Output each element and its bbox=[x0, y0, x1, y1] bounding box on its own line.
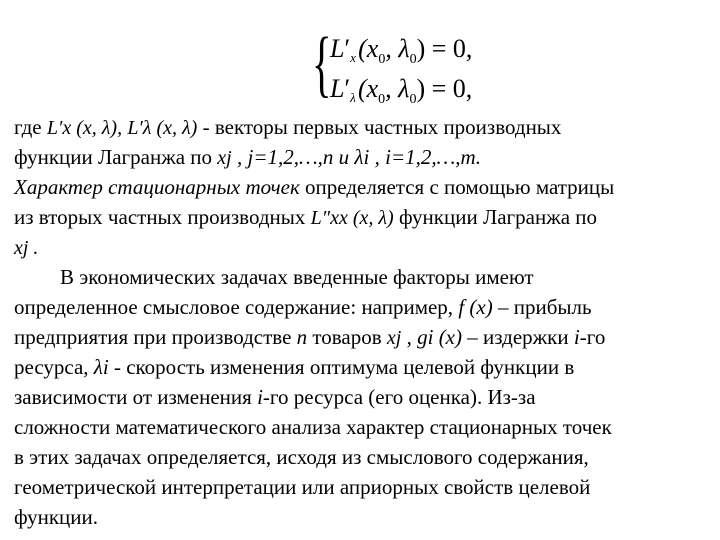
formula-lx: L′x (x, λ), bbox=[46, 117, 123, 139]
formula-n: n bbox=[296, 325, 308, 349]
eq2-rhs: ) = 0, bbox=[416, 74, 473, 103]
text-goods: товаров bbox=[307, 325, 387, 349]
body-text bbox=[14, 112, 708, 532]
text-semantic-content: определенное смысловое содержание: например, bbox=[14, 295, 459, 319]
text-lagrange-by: функции Лагранжа по bbox=[14, 145, 218, 169]
eq1-lam-sub: 0 bbox=[409, 52, 417, 67]
formula-llambda: L′λ (x, λ) bbox=[127, 117, 198, 139]
text-complexity: сложности математического анализа характер стационарных точек bbox=[14, 415, 612, 439]
eq2-arg-sub: 0 bbox=[378, 92, 386, 107]
line-8 bbox=[14, 322, 708, 352]
eq2-args-tail: , λ bbox=[385, 74, 410, 103]
text-stationary-points: Характер стационарных точек bbox=[14, 175, 300, 199]
line-12 bbox=[14, 442, 708, 472]
eq1-arg-sub: 0 bbox=[378, 52, 386, 67]
text-resource-estimate: -го ресурса (его оценка). Из-за bbox=[262, 385, 536, 409]
equation-1 bbox=[330, 34, 472, 75]
text-i-range: i=1,2,…,m. bbox=[379, 145, 481, 169]
left-brace: { bbox=[312, 23, 332, 105]
formula-xj: xj bbox=[217, 147, 232, 169]
text-th: -го bbox=[579, 325, 606, 349]
text-vectors: - векторы первых частных производных bbox=[197, 115, 562, 139]
eq1-rhs: ) = 0, bbox=[416, 34, 473, 63]
line-7 bbox=[14, 292, 708, 322]
eq2-args: (x bbox=[357, 74, 379, 103]
formula-i-2: i bbox=[257, 385, 263, 409]
line-1 bbox=[14, 112, 708, 142]
formula-i: i bbox=[573, 325, 580, 349]
text-j-range: , j=1,2,…,n и bbox=[231, 145, 355, 169]
line-5 bbox=[14, 232, 708, 262]
eq1-sub: x bbox=[350, 50, 356, 65]
text-rate-of-change: - скорость изменения оптимума целевой функции в bbox=[108, 355, 575, 379]
text-costs: – издержки bbox=[462, 325, 574, 349]
line-4 bbox=[14, 202, 708, 232]
formula-lxx: L″xx (x, λ) bbox=[310, 207, 394, 229]
text-second-derivatives: из вторых частных производных bbox=[14, 205, 311, 229]
line-2 bbox=[14, 142, 708, 172]
text-determined-by: в этих задачах определяется, исходя из смыслового содержания, bbox=[14, 445, 589, 469]
formula-xj-2: xj . bbox=[14, 237, 39, 259]
equation-2 bbox=[330, 74, 472, 115]
text-profit: – прибыль bbox=[492, 295, 592, 319]
equation-system bbox=[312, 23, 512, 108]
eq1-prime: ′ bbox=[344, 34, 351, 63]
text-dependence: зависимости от изменения bbox=[14, 385, 258, 409]
text-where: где bbox=[14, 115, 42, 139]
line-3 bbox=[14, 172, 708, 202]
text-enterprise: предприятия при производстве bbox=[14, 325, 297, 349]
line-14 bbox=[14, 502, 708, 532]
formula-xj-3: xj bbox=[386, 327, 402, 349]
text-economic-tasks: В экономических задачах введенные факторы имеют bbox=[60, 265, 534, 289]
line-10 bbox=[14, 382, 708, 412]
eq2-sub: λ bbox=[350, 90, 356, 105]
eq1-func: L bbox=[330, 34, 345, 63]
formula-fx: f (x) bbox=[458, 295, 493, 319]
formula-lambda-i-2: λi bbox=[93, 355, 109, 379]
eq1-args-tail: , λ bbox=[385, 34, 410, 63]
text-geometric: геометрической интерпретации или априорных свойств целевой bbox=[14, 475, 591, 499]
text-comma: , bbox=[401, 325, 418, 349]
text-lagrange-by-2: функции Лагранжа по bbox=[393, 205, 598, 229]
text-function-end: функции. bbox=[14, 505, 98, 529]
line-9 bbox=[14, 352, 708, 382]
line-6 bbox=[14, 262, 708, 292]
line-11 bbox=[14, 412, 708, 442]
text-resource: ресурса, bbox=[14, 355, 94, 379]
formula-lambda-i: λi , bbox=[354, 145, 380, 169]
formula-gi: gi (x) bbox=[417, 325, 463, 349]
eq2-prime: ′ bbox=[344, 74, 351, 103]
line-13 bbox=[14, 472, 708, 502]
text-determined-matrix: определяется с помощью матрицы bbox=[299, 175, 615, 199]
eq2-func: L bbox=[330, 74, 345, 103]
eq2-lam-sub: 0 bbox=[409, 92, 417, 107]
eq1-args: (x bbox=[358, 34, 379, 63]
